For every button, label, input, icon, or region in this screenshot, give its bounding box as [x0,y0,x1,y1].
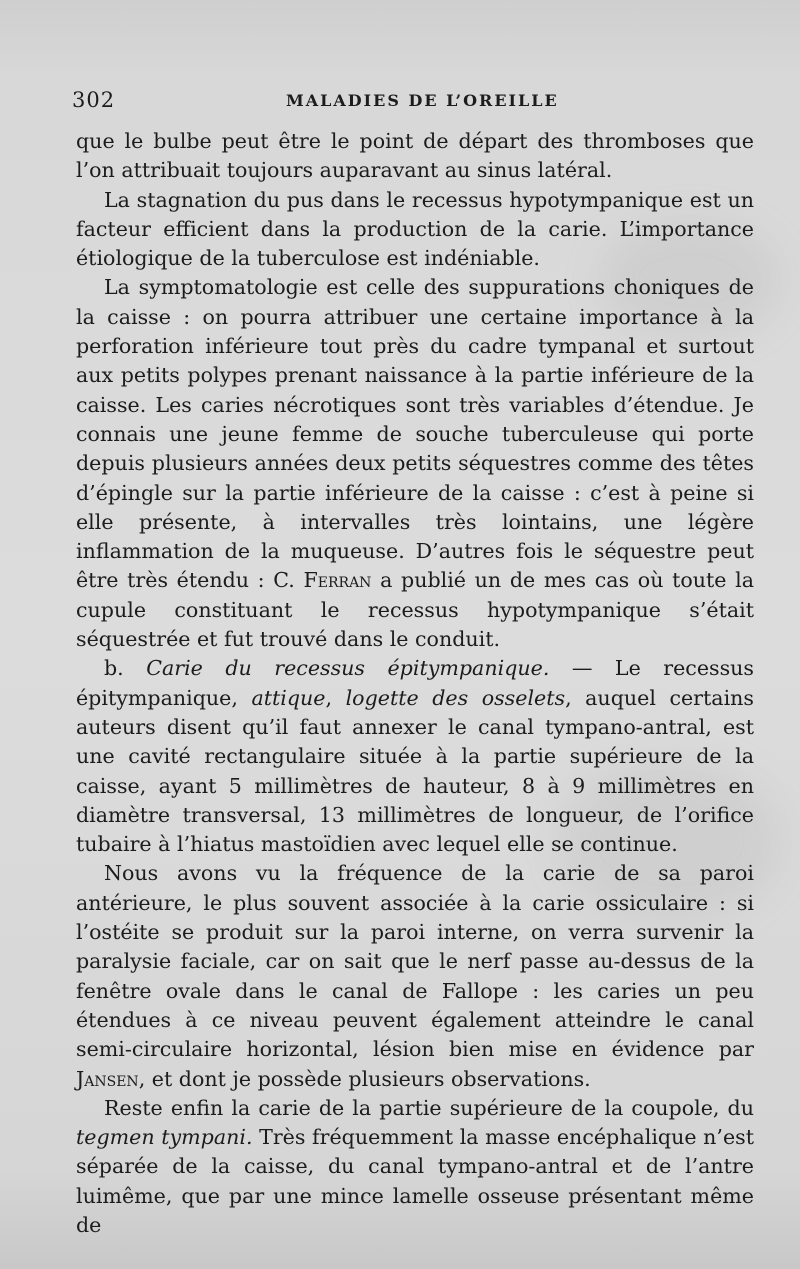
paragraph [76,859,754,1093]
page-header [72,88,752,118]
page-number: 302 [72,88,116,112]
running-title: MALADIES DE L’OREILLE [286,91,559,110]
paragraph-text: — Le recessus épitympanique, [76,656,754,710]
paragraph-text: , auquel certains auteurs disent qu’il faut annexer le canal tympano-antral, est une cavité rectangulaire située à la partie supérieure de la caisse, ayant 5 millimètres de hauteur, 8 à 9 millimètres en diamètre transversal, 13 millimètres de longueur, de l’orifice tubaire à l’hiatus mastoïdien avec lequel elle se continue. [76,685,754,857]
paragraph-text: que le bulbe peut être le point de départ des thromboses que l’on attribuait toujours auparavant au sinus latéral. [76,129,754,183]
term: logette des osselets [345,685,566,710]
paragraph [76,127,754,186]
paragraph-text: a publié un de mes cas où toute la cupule constituant le recessus hypotympanique s’était séquestrée et fut trouvé dans le conduit. [76,568,755,652]
paragraph-text: , [325,685,346,710]
term: tegmen tympani. [76,1125,253,1150]
paragraph-text: Très fréquemment la masse encéphalique n’est séparée de la caisse, du canal tympano-antral et de l’antre luimême, que par une mince lamelle osseuse présentant même de [76,1125,755,1237]
author-name: Jansen [76,1066,139,1091]
paragraph [76,1094,754,1240]
section-title: Carie du recessus épitympanique. [146,656,550,681]
term: attique [251,685,326,710]
section-label: b. [104,656,147,681]
body-text [76,127,754,1240]
paragraph-text: La stagnation du pus dans le recessus hypotympanique est un facteur efficient dans la production de la carie. L’importance étiologique de la tuberculose est indéniable. [76,187,754,271]
author-name: Ferran [303,568,372,593]
paragraph [76,654,754,859]
paragraph-text: , et dont je possède plusieurs observations. [138,1066,591,1091]
paragraph-text: La symptomatologie est celle des suppurations choniques de la caisse : on pourra attribuer une certaine importance à la perforation inférieure tout près du cadre tympanal et surtout aux petits polypes prenant naissance à la partie inférieure de la caisse. Les caries nécrotiques sont très variables d’étendue. Je connais une jeune femme de souche tuberculeuse qui porte depuis plusieurs années deux petits séquestres comme des têtes d’épingle sur la partie inférieure de la caisse : c’est à peine si elle présente, à intervalles très lointains, une légère inflammation de la muqueuse. D’autres fois le séquestre peut être très étendu : C. [76,275,754,593]
paragraph-text: Nous avons vu la fréquence de la carie de sa paroi antérieure, le plus souvent associée à la carie ossiculaire : si l’ostéite se produit sur la paroi interne, on verra survenir la paralysie faciale, car on sait que le nerf passe au-dessus de la fenêtre ovale dans le canal de Fallope : les caries un peu étendues à ce niveau peuvent également atteindre le canal semi-circulaire horizontal, lésion bien mise en évidence par [76,861,754,1062]
paragraph [76,186,754,274]
paragraph-text: Reste enfin la carie de la partie supérieure de la coupole, du [104,1095,754,1120]
paragraph [76,273,754,654]
